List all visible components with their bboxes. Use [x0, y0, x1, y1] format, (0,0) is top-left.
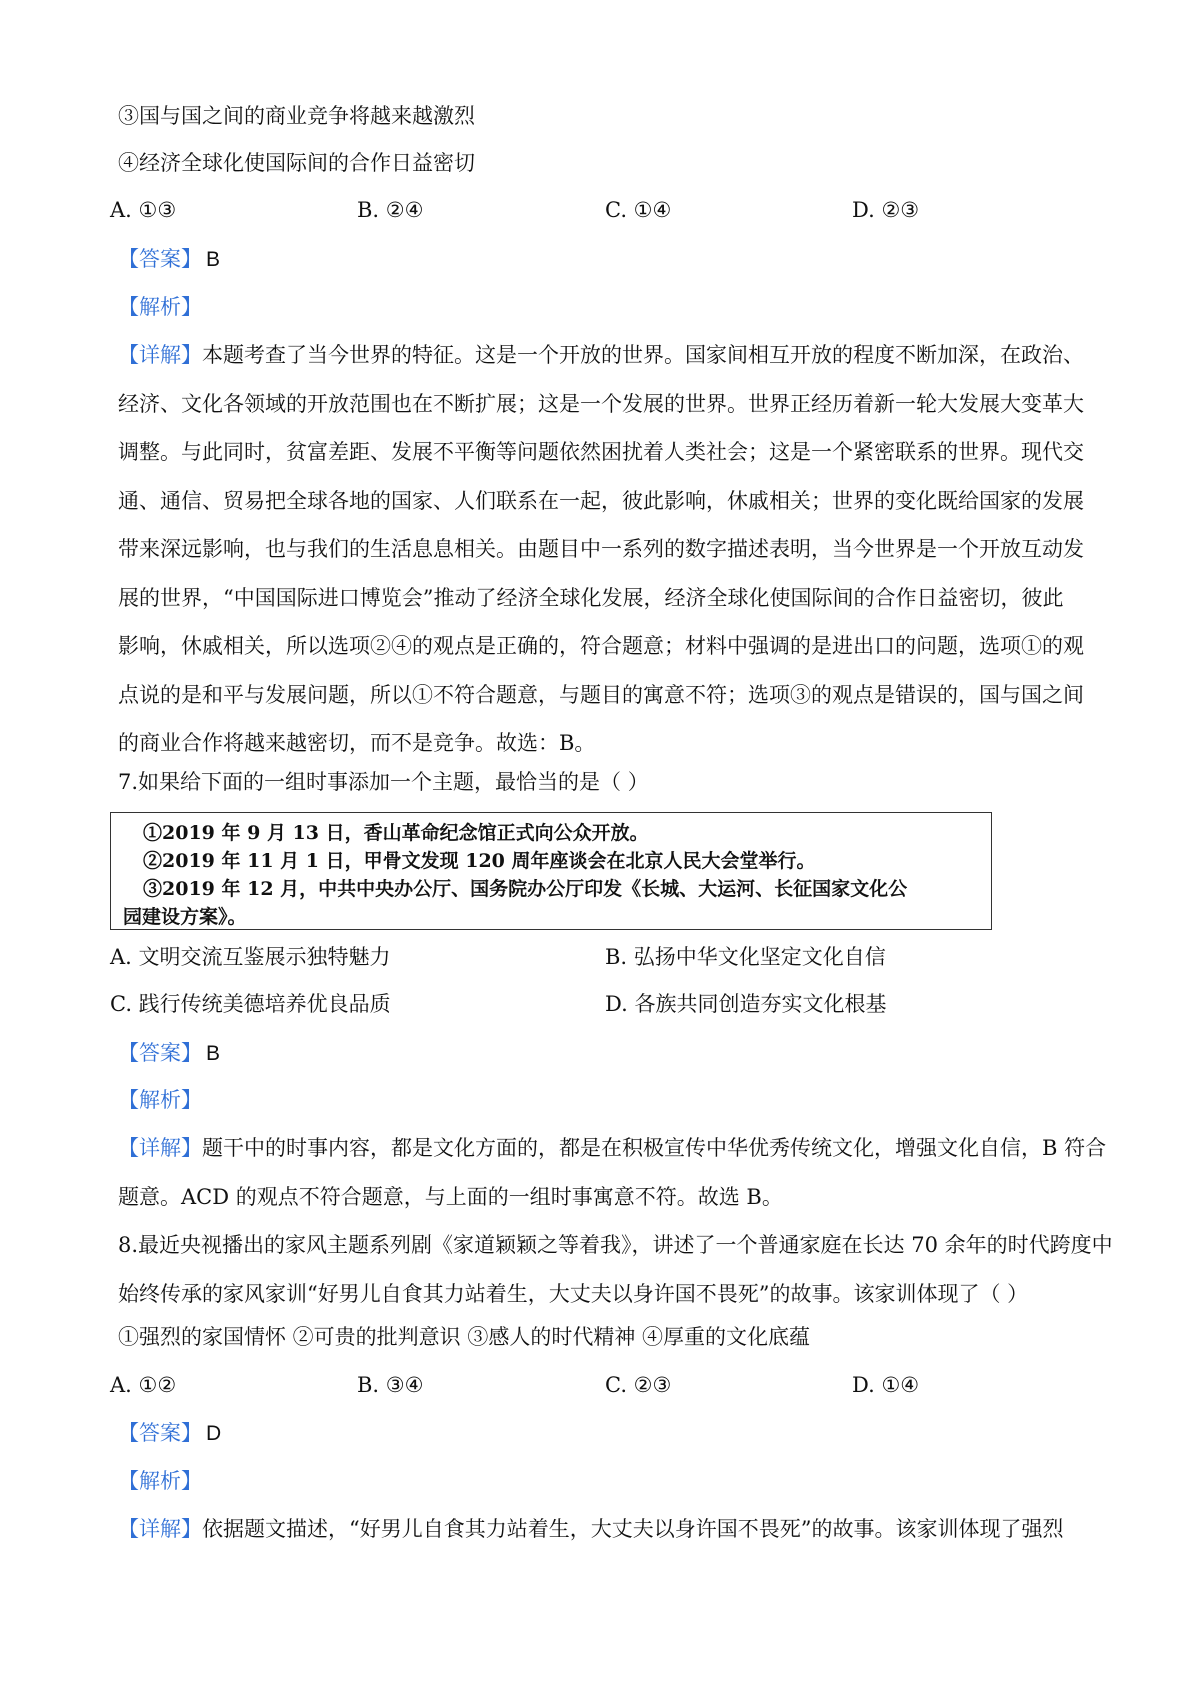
analysis-tag: 【解析】 — [118, 295, 202, 319]
answer-tag: 【答案】 — [118, 1421, 202, 1445]
detail-line: 展的世界，“中国国际进口博览会”推动了经济全球化发展，经济全球化使国际间的合作日益密切，彼此 — [118, 585, 1064, 610]
detail-tag: 【详解】 — [118, 1517, 202, 1541]
q8-choice-c: C. ②③ — [605, 1373, 672, 1397]
answer-value: D — [206, 1422, 222, 1445]
q7-answer — [118, 1038, 1098, 1069]
q8-detail — [118, 1514, 1098, 1544]
detail-line: 经济、文化各领域的开放范围也在不断扩展；这是一个发展的世界。世界正经历着新一轮大发展大变革大 — [118, 391, 1084, 416]
q7-stem: 7.如果给下面的一组时事添加一个主题，最恰当的是（ ） — [118, 770, 649, 794]
q7-choice-d: D. 各族共同创造夯实文化根基 — [605, 992, 887, 1016]
q6-detail — [118, 331, 1110, 768]
q7-choice-c: C. 践行传统美德培养优良品质 — [110, 992, 391, 1016]
detail-line: 通、通信、贸易把全球各地的国家、人们联系在一起，彼此影响，休戚相关；世界的变化既给国家的发展 — [118, 488, 1084, 513]
detail-line: 影响，休戚相关，所以选项②④的观点是正确的，符合题意；材料中强调的是进出口的问题，选项①的观 — [118, 634, 1084, 658]
analysis-tag: 【解析】 — [118, 1469, 202, 1493]
stem-line: 8.最近央视播出的家风主题系列剧《家道颖颖之等着我》，讲述了一个普通家庭在长达 70 余年的时代跨度中 — [118, 1233, 1113, 1257]
event-line: ①2019 年 9 月 13 日，香山革命纪念馆正式向公众开放。 — [143, 822, 649, 844]
detail-line: 点说的是和平与发展问题，所以①不符合题意，与题目的寓意不符；选项③的观点是错误的，国与国之间 — [118, 682, 1084, 707]
event-line: ②2019 年 11 月 1 日，甲骨文发现 120 周年座谈会在北京人民大会堂举行。 — [143, 850, 816, 872]
detail-tag: 【详解】 — [118, 343, 202, 367]
q6-choice-d: D. ②③ — [852, 198, 920, 222]
q7-detail — [118, 1124, 1110, 1221]
detail-line: 【详解】本题考查了当今世界的特征。这是一个开放的世界。国家间相互开放的程度不断加深，在政治、 — [118, 343, 1084, 367]
q6-choice-c: C. ①④ — [605, 198, 672, 222]
q7-events-box — [110, 812, 992, 930]
q8-analysis — [118, 1466, 1098, 1496]
q6-option-3: ③国与国之间的商业竞争将越来越激烈 — [118, 104, 475, 128]
q6-option-4: ④经济全球化使国际间的合作日益密切 — [118, 151, 475, 175]
detail-tag: 【详解】 — [118, 1136, 202, 1160]
q8-answer — [118, 1418, 1098, 1449]
detail-line: 题意。ACD 的观点不符合题意，与上面的一组时事寓意不符。故选 B。 — [118, 1184, 783, 1209]
answer-tag: 【答案】 — [118, 247, 202, 271]
q6-choice-a: A. ①③ — [110, 198, 177, 222]
q8-choice-b: B. ③④ — [357, 1373, 424, 1397]
q6-answer — [118, 244, 1098, 275]
q8-choice-a: A. ①② — [110, 1373, 177, 1397]
answer-value: B — [206, 1042, 221, 1065]
q7-analysis — [118, 1085, 1098, 1115]
q8-choice-d: D. ①④ — [852, 1373, 920, 1397]
q7-choice-b: B. 弘扬中华文化坚定文化自信 — [605, 945, 886, 969]
detail-line: 调整。与此同时，贫富差距、发展不平衡等问题依然困扰着人类社会；这是一个紧密联系的世界。现代交 — [118, 440, 1084, 464]
event-line: 园建设方案》。 — [123, 906, 247, 928]
detail-line: 带来深远影响，也与我们的生活息息相关。由题目中一系列的数字描述表明，当今世界是一个开放互动发 — [118, 537, 1084, 561]
detail-line: 的商业合作将越来越密切，而不是竞争。故选：B。 — [118, 731, 596, 755]
analysis-tag: 【解析】 — [118, 1088, 202, 1112]
q6-choice-b: B. ②④ — [357, 198, 424, 222]
q8-items: ①强烈的家国情怀 ②可贵的批判意识 ③感人的时代精神 ④厚重的文化底蕴 — [118, 1325, 811, 1349]
answer-tag: 【答案】 — [118, 1041, 202, 1065]
stem-line: 始终传承的家风家训“好男儿自食其力站着生，大丈夫以身许国不畏死”的故事。该家训体现了（ ） — [118, 1281, 1029, 1306]
event-line: ③2019 年 12 月，中共中央办公厅、国务院办公厅印发《长城、大运河、长征国家文化公 — [143, 878, 908, 900]
q6-analysis — [118, 292, 1098, 322]
detail-text: 依据题文描述，“好男儿自食其力站着生，大丈夫以身许国不畏死”的故事。该家训体现了强烈 — [202, 1517, 1064, 1541]
detail-line: 【详解】题干中的时事内容，都是文化方面的，都是在积极宣传中华优秀传统文化，增强文化自信，B 符合 — [118, 1136, 1107, 1160]
answer-value: B — [206, 248, 221, 271]
q8-stem — [118, 1221, 1113, 1318]
q7-choice-a: A. 文明交流互鉴展示独特魅力 — [110, 945, 391, 969]
